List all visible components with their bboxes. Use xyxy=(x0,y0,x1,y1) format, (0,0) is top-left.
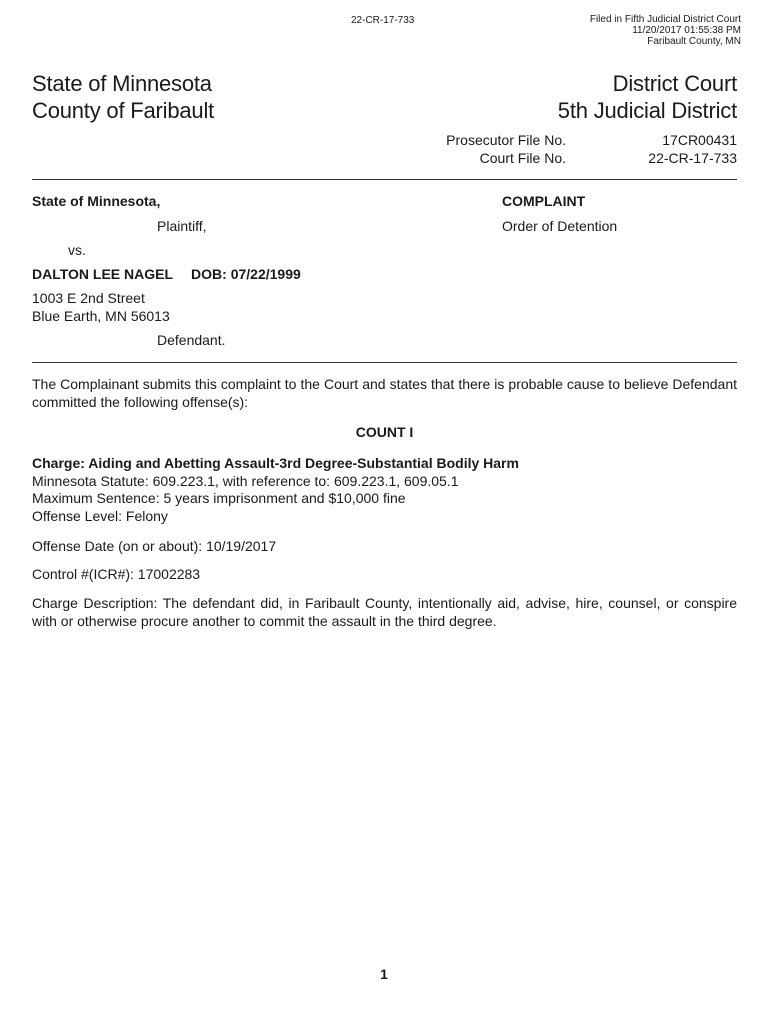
district-name: 5th Judicial District xyxy=(557,98,737,123)
versus-label: vs. xyxy=(68,242,86,258)
charge-description: Charge Description: The defendant did, in Faribault County, intentionally aid, advise, hire, counsel, or conspire with or otherwise procure another to commit the assault in the third degree. xyxy=(32,595,737,629)
filed-line-datetime: 11/20/2017 01:55:38 PM xyxy=(632,25,741,36)
count-title: COUNT I xyxy=(355,424,414,440)
offense-level: Offense Level: Felony xyxy=(32,507,168,524)
address-line-1: 1003 E 2nd Street xyxy=(32,290,145,306)
file-numbers xyxy=(420,131,737,167)
state-title: State of Minnesota xyxy=(32,71,212,96)
defendant-name: DALTON LEE NAGEL xyxy=(32,266,174,282)
defendant-line xyxy=(32,265,301,283)
court-file-value: 22-CR-17-733 xyxy=(648,150,737,166)
divider-bottom xyxy=(32,362,737,363)
filed-line-county: Faribault County, MN xyxy=(647,36,741,47)
charge-title: Charge: Aiding and Abetting Assault-3rd Degree-Substantial Bodily Harm xyxy=(32,455,519,471)
court-file-row xyxy=(420,149,737,167)
prosecutor-file-row xyxy=(420,131,737,149)
page-number: 1 xyxy=(380,966,388,982)
divider-top xyxy=(32,179,737,180)
offense-date: Offense Date (on or about): 10/19/2017 xyxy=(32,538,277,554)
intro-paragraph: The Complainant submits this complaint to the Court and states that there is probable cause to believe Defendant committed the following offense(s): xyxy=(32,376,737,410)
address-line-2: Blue Earth, MN 56013 xyxy=(32,308,170,324)
plaintiff-label: Plaintiff, xyxy=(157,218,207,234)
prosecutor-file-label: Prosecutor File No. xyxy=(446,132,566,148)
header-case-number: 22-CR-17-733 xyxy=(351,15,415,26)
filed-line-court: Filed in Fifth Judicial District Court xyxy=(589,14,741,25)
court-name: District Court xyxy=(612,71,737,96)
charge-block xyxy=(32,455,519,525)
plaintiff-name: State of Minnesota, xyxy=(32,193,161,209)
county-title: County of Faribault xyxy=(32,98,215,123)
defendant-dob: DOB: 07/22/1999 xyxy=(191,266,301,282)
court-file-label: Court File No. xyxy=(479,150,566,166)
jurisdiction-title xyxy=(32,70,214,124)
control-number: Control #(ICR#): 17002283 xyxy=(32,566,201,582)
max-sentence: Maximum Sentence: 5 years imprisonment and $10,000 fine xyxy=(32,490,406,506)
filed-stamp xyxy=(590,14,741,47)
document-subtitle: Order of Detention xyxy=(502,218,618,234)
defendant-label: Defendant. xyxy=(157,332,226,348)
document-type: COMPLAINT xyxy=(502,193,586,209)
court-title xyxy=(558,70,737,124)
statute: Minnesota Statute: 609.223.1, with reference to: 609.223.1, 609.05.1 xyxy=(32,472,459,489)
prosecutor-file-value: 17CR00431 xyxy=(662,132,737,148)
defendant-address xyxy=(32,289,170,325)
